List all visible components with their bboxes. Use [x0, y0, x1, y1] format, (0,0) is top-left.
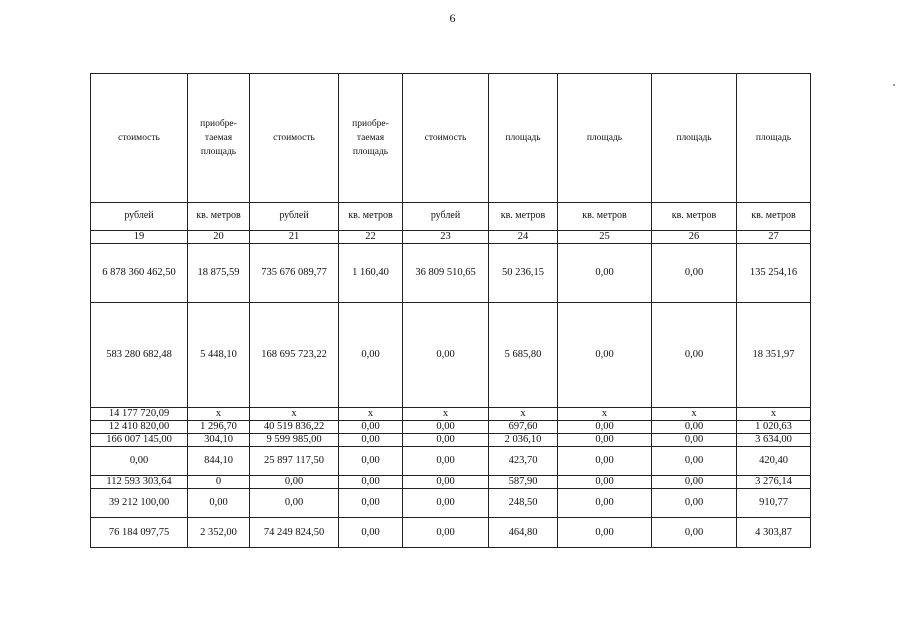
- table-cell: 0,00: [652, 518, 737, 548]
- table-cell: 735 676 089,77: [250, 244, 339, 303]
- table-cell: 2 352,00: [188, 518, 250, 548]
- table-cell: 18 351,97: [737, 303, 811, 408]
- header-cell: площадь: [737, 74, 811, 203]
- table-body: [91, 74, 811, 548]
- table-cell: х: [489, 408, 558, 421]
- units-row: [91, 203, 811, 231]
- table-cell: 0,00: [339, 476, 403, 489]
- column-number-cell: 26: [652, 231, 737, 244]
- table-cell: 0,00: [403, 476, 489, 489]
- unit-cell: кв. метров: [489, 203, 558, 231]
- table-cell: 0,00: [652, 421, 737, 434]
- unit-cell: рублей: [91, 203, 188, 231]
- table-cell: 0,00: [339, 518, 403, 548]
- unit-cell: кв. метров: [737, 203, 811, 231]
- unit-cell: кв. метров: [558, 203, 652, 231]
- table-cell: 0,00: [558, 518, 652, 548]
- table-cell: 0,00: [250, 489, 339, 518]
- table-cell: 0,00: [652, 303, 737, 408]
- table-cell: 0,00: [403, 447, 489, 476]
- header-cell: стоимость: [403, 74, 489, 203]
- column-number-cell: 27: [737, 231, 811, 244]
- table-cell: 423,70: [489, 447, 558, 476]
- column-number-cell: 21: [250, 231, 339, 244]
- table-cell: 0,00: [188, 489, 250, 518]
- table-row: [91, 244, 811, 303]
- table-cell: х: [188, 408, 250, 421]
- unit-cell: рублей: [250, 203, 339, 231]
- data-table: [90, 73, 811, 548]
- table-cell: 0,00: [652, 476, 737, 489]
- table-cell: 135 254,16: [737, 244, 811, 303]
- page-number: 6: [449, 11, 456, 25]
- table-cell: 2 036,10: [489, 434, 558, 447]
- table-row: [91, 303, 811, 408]
- table-cell: 0,00: [652, 434, 737, 447]
- table-cell: 166 007 145,00: [91, 434, 188, 447]
- header-cell: площадь: [558, 74, 652, 203]
- table-cell: х: [403, 408, 489, 421]
- header-cell: приобре- таемая площадь: [188, 74, 250, 203]
- header-cell: приобре- таемая площадь: [339, 74, 403, 203]
- column-number-cell: 23: [403, 231, 489, 244]
- table-cell: х: [339, 408, 403, 421]
- table-row: [91, 476, 811, 489]
- column-number-cell: 19: [91, 231, 188, 244]
- table-cell: 0,00: [403, 489, 489, 518]
- unit-cell: кв. метров: [188, 203, 250, 231]
- table-cell: 6 878 360 462,50: [91, 244, 188, 303]
- header-cell: площадь: [652, 74, 737, 203]
- table-cell: 0,00: [558, 489, 652, 518]
- table-cell: 0,00: [250, 476, 339, 489]
- table-cell: х: [250, 408, 339, 421]
- table-cell: 5 448,10: [188, 303, 250, 408]
- table-row: [91, 518, 811, 548]
- unit-cell: рублей: [403, 203, 489, 231]
- table-cell: 9 599 985,00: [250, 434, 339, 447]
- header-cell: стоимость: [250, 74, 339, 203]
- table-cell: 420,40: [737, 447, 811, 476]
- table-cell: 587,90: [489, 476, 558, 489]
- table-cell: 697,60: [489, 421, 558, 434]
- table-cell: 1 020,63: [737, 421, 811, 434]
- table-cell: 40 519 836,22: [250, 421, 339, 434]
- table-cell: 39 212 100,00: [91, 489, 188, 518]
- table-cell: 112 593 303,64: [91, 476, 188, 489]
- table-cell: 0,00: [652, 489, 737, 518]
- table-cell: 0,00: [652, 244, 737, 303]
- table-row: [91, 408, 811, 421]
- table-cell: 3 634,00: [737, 434, 811, 447]
- table-cell: 0,00: [652, 447, 737, 476]
- table-cell: 1 160,40: [339, 244, 403, 303]
- table-cell: х: [737, 408, 811, 421]
- table-cell: 0,00: [558, 434, 652, 447]
- column-number-cell: 24: [489, 231, 558, 244]
- column-number-cell: 20: [188, 231, 250, 244]
- table-cell: 0,00: [558, 421, 652, 434]
- table-cell: 4 303,87: [737, 518, 811, 548]
- table-cell: 464,80: [489, 518, 558, 548]
- table-cell: 3 276,14: [737, 476, 811, 489]
- table-cell: 0,00: [339, 303, 403, 408]
- table-cell: 0,00: [558, 244, 652, 303]
- column-number-cell: 25: [558, 231, 652, 244]
- table-row: [91, 447, 811, 476]
- table-cell: 0,00: [339, 421, 403, 434]
- header-cell: стоимость: [91, 74, 188, 203]
- table-cell: 74 249 824,50: [250, 518, 339, 548]
- table-cell: 0,00: [558, 447, 652, 476]
- header-row: [91, 74, 811, 203]
- table-cell: 583 280 682,48: [91, 303, 188, 408]
- table-cell: 0,00: [558, 476, 652, 489]
- table-cell: 910,77: [737, 489, 811, 518]
- table-cell: 36 809 510,65: [403, 244, 489, 303]
- column-number-cell: 22: [339, 231, 403, 244]
- table-cell: 0,00: [403, 303, 489, 408]
- table-cell: 76 184 097,75: [91, 518, 188, 548]
- table-cell: 844,10: [188, 447, 250, 476]
- header-cell: площадь: [489, 74, 558, 203]
- table-cell: 168 695 723,22: [250, 303, 339, 408]
- table-cell: 0,00: [339, 447, 403, 476]
- table-cell: 0,00: [403, 421, 489, 434]
- table-cell: 0,00: [403, 518, 489, 548]
- table-row: [91, 434, 811, 447]
- table-cell: 5 685,80: [489, 303, 558, 408]
- table-cell: 0,00: [339, 489, 403, 518]
- table-cell: 0,00: [91, 447, 188, 476]
- table-cell: 18 875,59: [188, 244, 250, 303]
- table-cell: 0,00: [339, 434, 403, 447]
- table-cell: 0: [188, 476, 250, 489]
- unit-cell: кв. метров: [652, 203, 737, 231]
- table-cell: 0,00: [558, 303, 652, 408]
- table-cell: 304,10: [188, 434, 250, 447]
- table-cell: 25 897 117,50: [250, 447, 339, 476]
- table-cell: 248,50: [489, 489, 558, 518]
- margin-mark: [893, 84, 895, 86]
- column-number-row: [91, 231, 811, 244]
- table-row: [91, 489, 811, 518]
- unit-cell: кв. метров: [339, 203, 403, 231]
- table-cell: х: [558, 408, 652, 421]
- table-cell: 12 410 820,00: [91, 421, 188, 434]
- table-cell: х: [652, 408, 737, 421]
- table-cell: 50 236,15: [489, 244, 558, 303]
- table-cell: 14 177 720,09: [91, 408, 188, 421]
- table-row: [91, 421, 811, 434]
- table-cell: 0,00: [403, 434, 489, 447]
- table-cell: 1 296,70: [188, 421, 250, 434]
